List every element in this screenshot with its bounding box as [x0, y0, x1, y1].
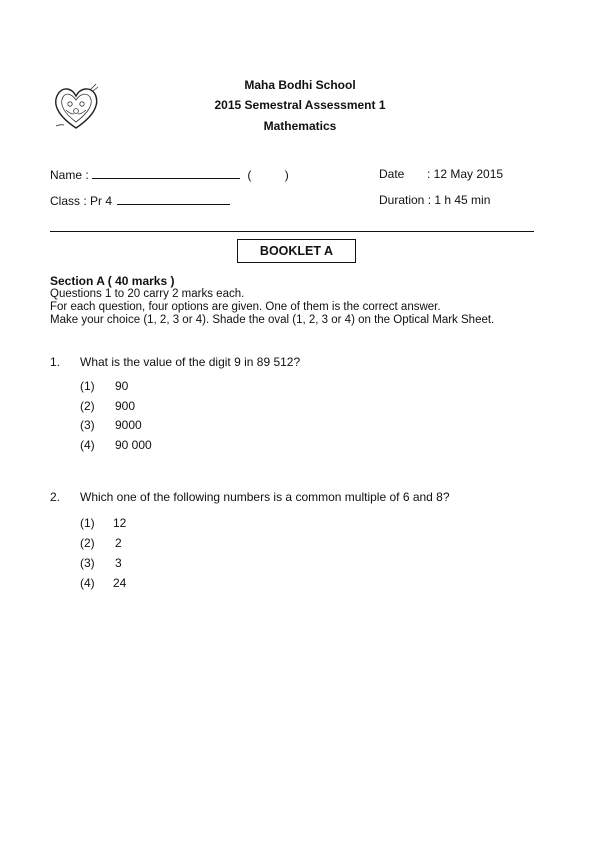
class-line[interactable] [117, 193, 230, 205]
question-text: Which one of the following numbers is a common multiple of 6 and 8? [80, 490, 450, 504]
name-row [50, 167, 289, 182]
section-instruction-1: Questions 1 to 20 carry 2 marks each. [50, 288, 245, 300]
option-number: (3) [80, 556, 95, 570]
option-number: (4) [80, 438, 95, 452]
name-paren-close: ) [284, 168, 289, 182]
option-number: (4) [80, 576, 95, 590]
option-number: (2) [80, 399, 95, 413]
divider-line [50, 231, 534, 232]
option-value: 900 [115, 399, 136, 413]
section-title: Section A ( 40 marks ) [50, 274, 175, 288]
option-value: 2 [115, 536, 122, 550]
option-number: (1) [80, 379, 95, 393]
name-line[interactable] [92, 167, 240, 179]
option-value: 9000 [115, 418, 142, 432]
date-value: : 12 May 2015 [427, 167, 504, 181]
class-row [50, 193, 230, 208]
name-paren-open: ( [247, 168, 252, 182]
option-value: 12 [113, 516, 127, 530]
option-number: (1) [80, 516, 95, 530]
question-number: 2. [50, 490, 61, 504]
question-number: 1. [50, 355, 61, 369]
date-label: Date [379, 167, 405, 181]
booklet-title: BOOKLET A [237, 239, 356, 263]
option-value: 3 [115, 556, 122, 570]
option-number: (3) [80, 418, 95, 432]
assessment-title: 2015 Semestral Assessment 1 [214, 98, 386, 112]
class-label: Class : Pr 4 [50, 194, 113, 208]
school-name: Maha Bodhi School [244, 78, 356, 92]
subject-title: Mathematics [263, 119, 337, 133]
question-text: What is the value of the digit 9 in 89 512? [80, 355, 301, 369]
section-instruction-3: Make your choice (1, 2, 3 or 4). Shade the oval (1, 2, 3 or 4) on the Optical Mark Sheet. [50, 314, 495, 326]
duration-label: Duration : 1 h 45 min [379, 193, 491, 207]
name-label: Name : [50, 168, 89, 182]
section-instruction-2: For each question, four options are given. One of them is the correct answer. [50, 301, 441, 313]
option-value: 90 000 [115, 438, 152, 452]
option-value: 24 [113, 576, 127, 590]
option-number: (2) [80, 536, 95, 550]
option-value: 90 [115, 379, 129, 393]
